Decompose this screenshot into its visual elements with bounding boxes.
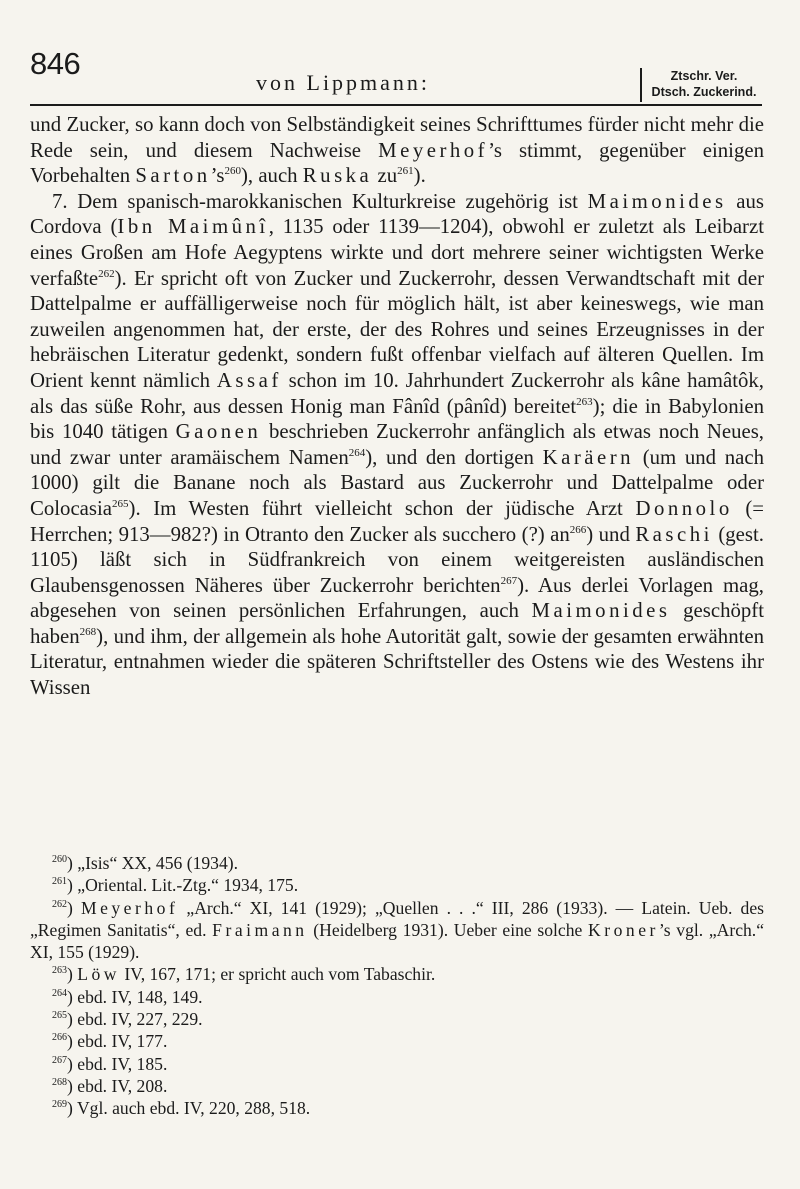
footnote-number: 268 [52, 1076, 67, 1088]
journal-line-1: Ztschr. Ver. [670, 69, 738, 83]
text-run: ). Er spricht oft von Zucker und Zuckerrohr, dessen Verwandtschaft mit der Dattelpalme er auffälligerweise noch für möglich hält, ist aber keineswegs, wie man zuweilen angenommen hat, der erste, der des Rohres und seines Erzeugnisses in der hebräischen Literatur gedenkt, sondern fußt offenbar vielfach auf älteren Quellen. Im Orient kennt nämlich [30, 266, 764, 392]
footnote-ref: 262 [98, 267, 115, 280]
text-run: ), und den dortigen [365, 445, 543, 469]
text-run: beschrieben Zuckerrohr anfänglich als etwas noch Neues, und zwar unter aramäischem Namen [30, 420, 765, 469]
footnote-text: ) ebd. IV, 177. [67, 1031, 168, 1052]
footnote [30, 897, 764, 964]
text-run: ). [413, 164, 426, 188]
author-name: Sarton [135, 164, 211, 188]
footnote-ref: 267 [500, 574, 518, 587]
text-run: und Zucker, so kann doch von Selbständigkeit seines Schrifttumes fürder nicht mehr die Rede sein, und diesem Nachweise [30, 113, 764, 162]
footnote-ref: 260 [224, 165, 241, 178]
footnote-number: 263 [52, 965, 67, 977]
text-run: (= Herrchen; 913—982?) in Otranto den Zucker als succhero (?) an [30, 496, 764, 546]
author-name: Ibn Maimûnî [117, 215, 269, 239]
footnote-text: ’s vgl. „Arch.“ XI, 155 (1929). [30, 919, 765, 963]
footnote [30, 1008, 764, 1030]
footnote-number: 266 [52, 1032, 67, 1044]
author-name: Meyerhof [80, 897, 179, 918]
author-name: Maimonides [587, 189, 727, 213]
footnote-text: ) ebd. IV, 227, 229. [67, 1009, 203, 1030]
paragraph-1 [30, 112, 764, 189]
running-head: von Lippmann: [256, 70, 431, 95]
footnote-number: 265 [52, 1010, 67, 1022]
page-header [30, 46, 762, 106]
footnote [30, 852, 764, 874]
footnote [30, 1075, 764, 1097]
footnote-number: 269 [52, 1099, 67, 1111]
journal-abbreviation [640, 68, 762, 102]
footnote-text: ) Vgl. auch ebd. IV, 220, 288, 518. [67, 1098, 311, 1119]
footnote-number: 264 [52, 987, 67, 999]
text-run: ). Aus derlei Vorlagen mag, abgesehen von seinen persönlichen Erfahrungen, auch [30, 573, 764, 623]
footnote-text: ) ebd. IV, 185. [67, 1053, 168, 1074]
author-name: Kroner [588, 919, 659, 940]
text-run: ); die in Babylonien bis 1040 tätigen [30, 394, 764, 444]
text-run: schon im 10. Jahrhundert Zuckerrohr als kâne hamâtôk, als das süße Rohr, aus dessen Honig man Fânîd (pânîd) bereitet [30, 368, 764, 418]
footnote-text: ) ebd. IV, 148, 149. [67, 986, 203, 1007]
text-run: ), auch [241, 164, 303, 188]
footnote-text: ) [67, 897, 81, 918]
text-run: (gest. 1105) läßt sich in Südfrankreich von einem weitgereisten ausländischen Glaubensgenossen Näheres über Zuckerrohr berichten [30, 522, 764, 597]
footnote-number: 267 [52, 1054, 67, 1066]
author-name: Fraimann [212, 919, 308, 940]
footnote-text: ) ebd. IV, 208. [67, 1075, 168, 1096]
text-run: zu [372, 164, 398, 188]
text-run: ), und ihm, der allgemein als hohe Autorität galt, sowie der gesamten erwähnten Literatur, entnahmen wieder die späteren Schriftsteller des Ostens wie des Westens ihr Wissen [30, 624, 764, 700]
text-run: ’s [210, 164, 225, 188]
text-run: 7. Dem spanisch-marokkanischen Kulturkreise zugehörig ist [52, 189, 588, 213]
footnote-text: ) „Oriental. Lit.-Ztg.“ 1934, 175. [67, 875, 299, 896]
footnote [30, 986, 764, 1008]
footnote-text: (Heidelberg 1931). Ueber eine solche [307, 919, 589, 940]
footnote [30, 1030, 764, 1052]
footnote-ref: 264 [348, 446, 366, 459]
paragraph-2 [30, 189, 764, 701]
author-name: Gaonen [175, 420, 262, 444]
footnote-text: „Arch.“ XI, 141 (1929); „Quellen . . .“ III, 286 (1933). — Latein. Ueb. des „Regimen Sanitatis“, ed. [30, 897, 764, 940]
text-run: ) und [586, 522, 636, 546]
text-run: ’s stimmt, gegenüber einigen Vorbehalten [30, 138, 764, 188]
page-number: 846 [30, 46, 81, 81]
text-run: geschöpft haben [30, 599, 764, 648]
footnote-ref: 263 [576, 395, 593, 408]
footnote [30, 963, 764, 985]
footnote-number: 260 [52, 854, 67, 865]
footnote-ref: 266 [569, 523, 587, 536]
text-run: aus Cordova ( [30, 189, 764, 239]
body-text [30, 112, 764, 701]
footnote [30, 874, 764, 896]
text-run: , 1135 oder 1139—1204), obwohl er zuletzt als Leibarzt eines Großen am Hofe Aegyptens wirkte und dort mehrere seiner wichtigsten Werke verfaßte [30, 215, 764, 290]
author-name: Donnolo [635, 496, 733, 520]
footnote [30, 1053, 764, 1075]
footnote [30, 1097, 764, 1119]
footnotes [30, 852, 764, 1120]
author-name: Assaf [216, 368, 282, 392]
text-run: (um und nach 1000) gilt die Banane noch als Bastard aus Zuckerrohr und Dattelpalme oder Colocasia [30, 445, 764, 520]
journal-line-2: Dtsch. Zuckerind. [651, 85, 757, 99]
author-name: Raschi [635, 522, 713, 546]
author-name: Maimonides [531, 599, 671, 623]
footnote-ref: 268 [79, 625, 97, 638]
text-run: ). Im Westen führt vielleicht schon der jüdische Arzt [128, 496, 636, 520]
footnote-number: 262 [52, 898, 67, 910]
footnote-ref: 261 [397, 165, 414, 178]
author-name: Ruska [302, 164, 373, 188]
footnote-ref: 265 [112, 497, 129, 510]
author-name: Meyerhof [378, 138, 489, 162]
footnote-text: IV, 167, 171; er spricht auch vom Tabaschir. [120, 964, 436, 985]
footnote-text: ) [67, 964, 78, 985]
footnote-text: ) „Isis“ XX, 456 (1934). [67, 853, 239, 873]
footnote-number: 261 [52, 876, 67, 888]
author-name: Karäern [542, 445, 635, 469]
author-name: Löw [77, 964, 121, 985]
